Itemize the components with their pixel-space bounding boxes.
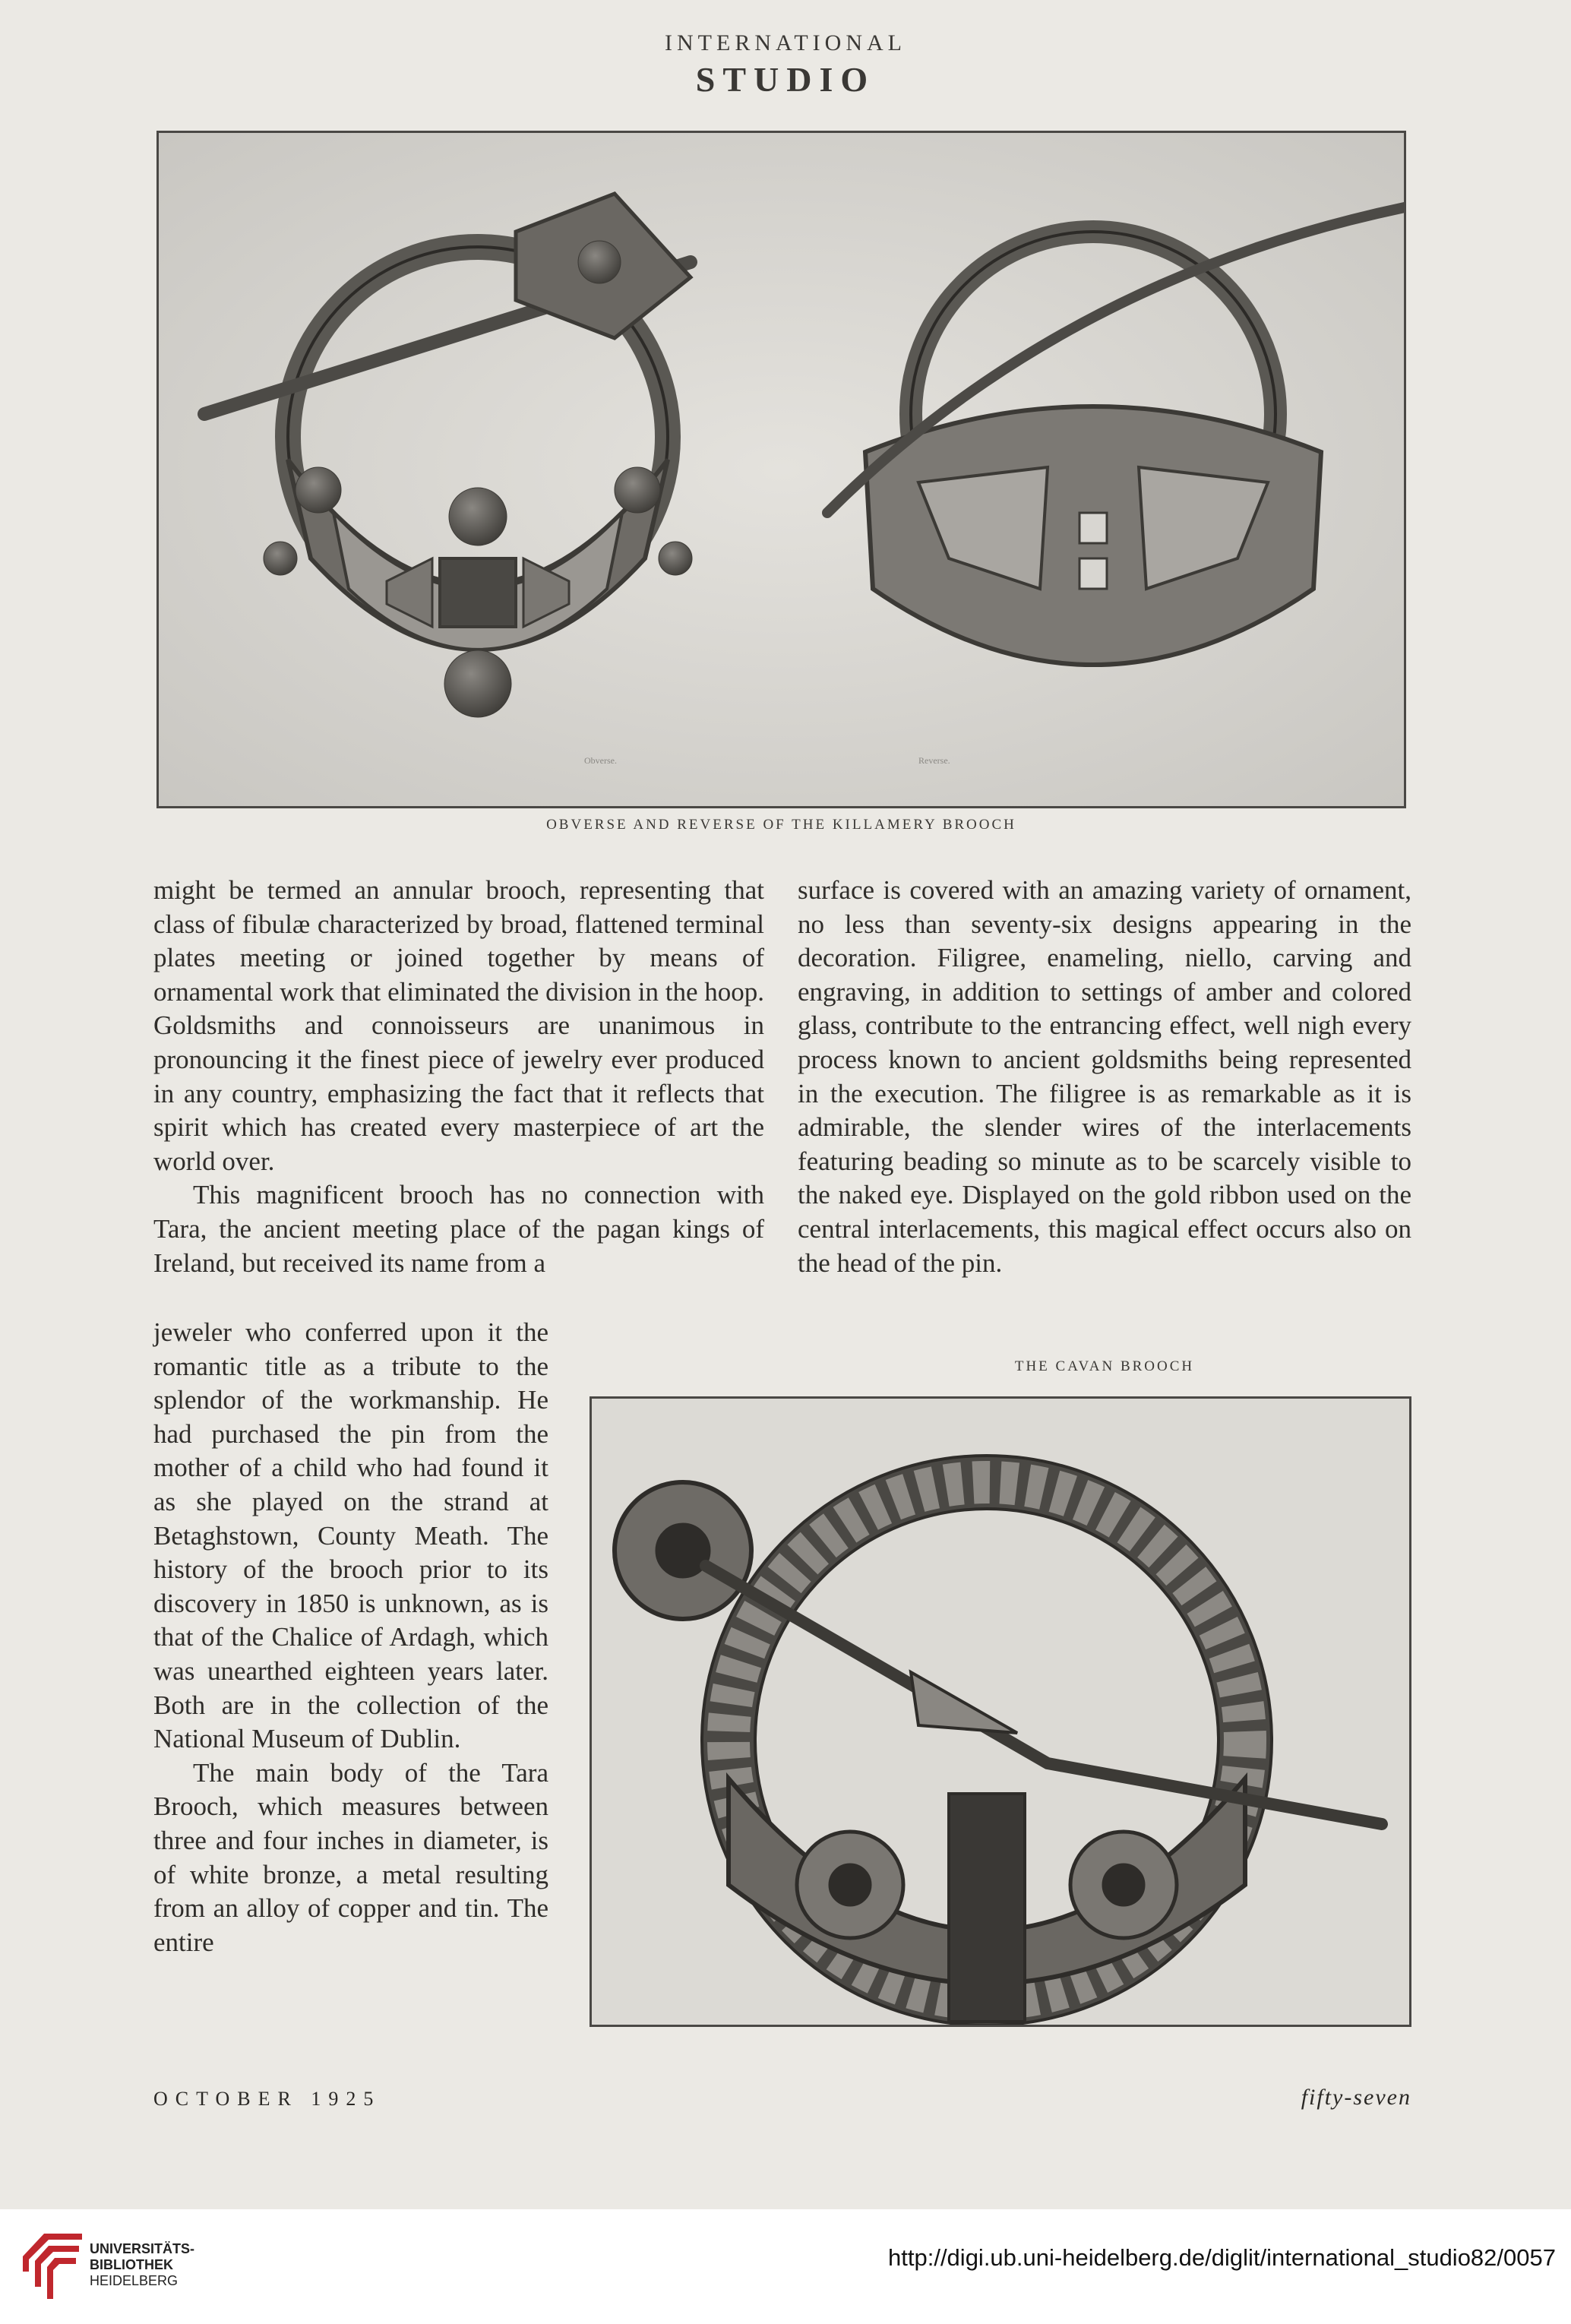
cavan-brooch-plate <box>590 1396 1411 2027</box>
paragraph-annular-brooch: might be termed an annular brooch, representing that class of fibulæ characterized by broad, flattened terminal plates meeting or joined together by means of ornamental work that eliminated the division in the hoop. Goldsmiths and connoisseurs are unanimous in pronouncing it the finest piece of jewelry ever produced in any country, emphasizing the fact that it reflects that spirit which has created every masterpiece of art the world over. <box>153 875 764 1176</box>
text-column-right <box>798 874 1411 1314</box>
library-logo-icon <box>14 2226 84 2302</box>
library-name-line3: HEIDELBERG <box>90 2273 179 2288</box>
killamery-brooch-illustration <box>159 133 1404 806</box>
text-column-left-lower <box>153 1316 548 2045</box>
paragraph-surface-ornament: surface is covered with an amazing variety of ornament, no less than seventy-six designs appearing in the decoration. Filigree, enameling, niello, carving and engraving, in addition to settings of amber and colored glass, contribute to the entrancing effect, well nigh every process known to ancient goldsmiths being represented in the execution. The filigree is as remarkable as it is admirable, the slender wires of the interlacements featuring beading so minute as to be scarcely visible to the naked eye. Displayed on the gold ribbon used on the central interlacements, this magical effect occurs also on the head of the pin. <box>798 875 1411 1278</box>
cavan-brooch-illustration <box>592 1399 1409 2025</box>
text-column-left-top <box>153 874 764 1314</box>
paragraph-main-body: The main body of the Tara Brooch, which measures between three and four inches in diameter, is of white bronze, a metal resulting from an alloy of copper and tin. The entire <box>153 1757 548 1957</box>
library-name-line2: BIBLIOTHEK <box>90 2257 173 2272</box>
cavan-caption: THE CAVAN BROOCH <box>1014 1358 1195 1374</box>
page-number: fifty-seven <box>1301 2085 1411 2110</box>
masthead-title: STUDIO <box>695 60 876 99</box>
masthead-line1: INTERNATIONAL <box>665 30 906 55</box>
obverse-label: Obverse. <box>584 755 617 766</box>
paragraph-jeweler: jeweler who conferred upon it the romantic title as a tribute to the splendor of the workmanship. He had purchased the pin from the mother of a child who had found it as she played on the strand at Betaghstown, County Meath. The history of the brooch prior to its discovery in 1850 is unknown, as is that of the Chalice of Ardagh, which was unearthed eighteen years later. Both are in the collection of the National Museum of Dublin. <box>153 1317 548 1754</box>
killamery-caption: OBVERSE AND REVERSE OF THE KILLAMERY BROOCH <box>546 817 1016 833</box>
library-name <box>90 2241 318 2289</box>
reverse-label: Reverse. <box>918 755 950 766</box>
library-name-line1: UNIVERSITÄTS- <box>90 2241 195 2256</box>
killamery-brooch-plate <box>156 131 1406 808</box>
paragraph-tara-connection: This magnificent brooch has no connection with Tara, the ancient meeting place of the pagan kings of Ireland, but received its name from a <box>153 1180 764 1278</box>
source-url-link[interactable]: http://digi.ub.uni-heidelberg.de/diglit/international_studio82/0057 <box>888 2244 1556 2271</box>
issue-date: OCTOBER 1925 <box>153 2088 381 2110</box>
